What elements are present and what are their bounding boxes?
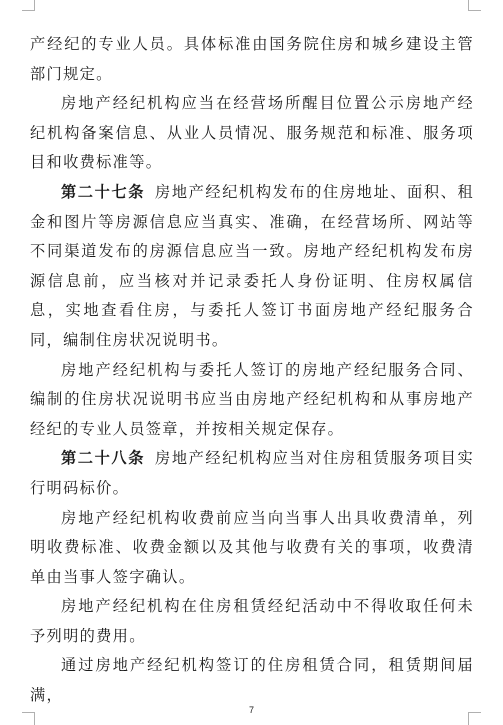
paragraph-text: 房地产经纪机构与委托人签订的房地产经纪服务合同、编制的住房状况说明书应当由房地产经纪机构和从事房地产经纪的专业人员签章，并按相关规定保存。 (30, 360, 474, 438)
paragraph-text: 房地产经纪机构收费前应当向当事人出具收费清单，列明收费标准、收费金额以及其他与收费有关的事项，收费清单由当事人签字确认。 (30, 508, 474, 586)
article-number: 第二十七条 (61, 182, 146, 201)
paragraph (30, 651, 474, 710)
article-paragraph (30, 178, 474, 356)
document-body (30, 30, 474, 711)
paragraph (30, 592, 474, 651)
article-paragraph (30, 444, 474, 503)
page-number: 7 (248, 705, 254, 715)
paragraph-text: 房地产经纪机构应当对住房租赁服务项目实行明码标价。 (30, 449, 474, 497)
paragraph (30, 89, 474, 178)
paragraph-text: 产经纪的专业人员。具体标准由国务院住房和城乡建设主管部门规定。 (30, 35, 474, 83)
paragraph-text: 房地产经纪机构应当在经营场所醒目位置公示房地产经纪机构备案信息、从业人员情况、服务规范和标准、服务项目和收费标准等。 (30, 94, 474, 172)
paragraph-text: 房地产经纪机构发布的住房地址、面积、租金和图片等房源信息应当真实、准确，在经营场所、网站等不同渠道发布的房源信息应当一致。房地产经纪机构发布房源信息前，应当核对并记录委托人身份证明、住房权属信息，实地查看住房，与委托人签订书面房地产经纪服务合同，编制住房状况说明书。 (30, 182, 474, 349)
paragraph-text: 通过房地产经纪机构签订的住房租赁合同，租赁期间届满， (30, 656, 474, 705)
paragraph (30, 30, 474, 89)
article-number: 第二十八条 (61, 449, 146, 468)
crop-mark-top-left (22, 0, 35, 11)
paragraph-text: 房地产经纪机构在住房租赁经纪活动中不得收取任何未予列明的费用。 (30, 597, 474, 645)
crop-mark-top-right (468, 0, 481, 11)
paragraph (30, 356, 474, 445)
paragraph (30, 504, 474, 593)
